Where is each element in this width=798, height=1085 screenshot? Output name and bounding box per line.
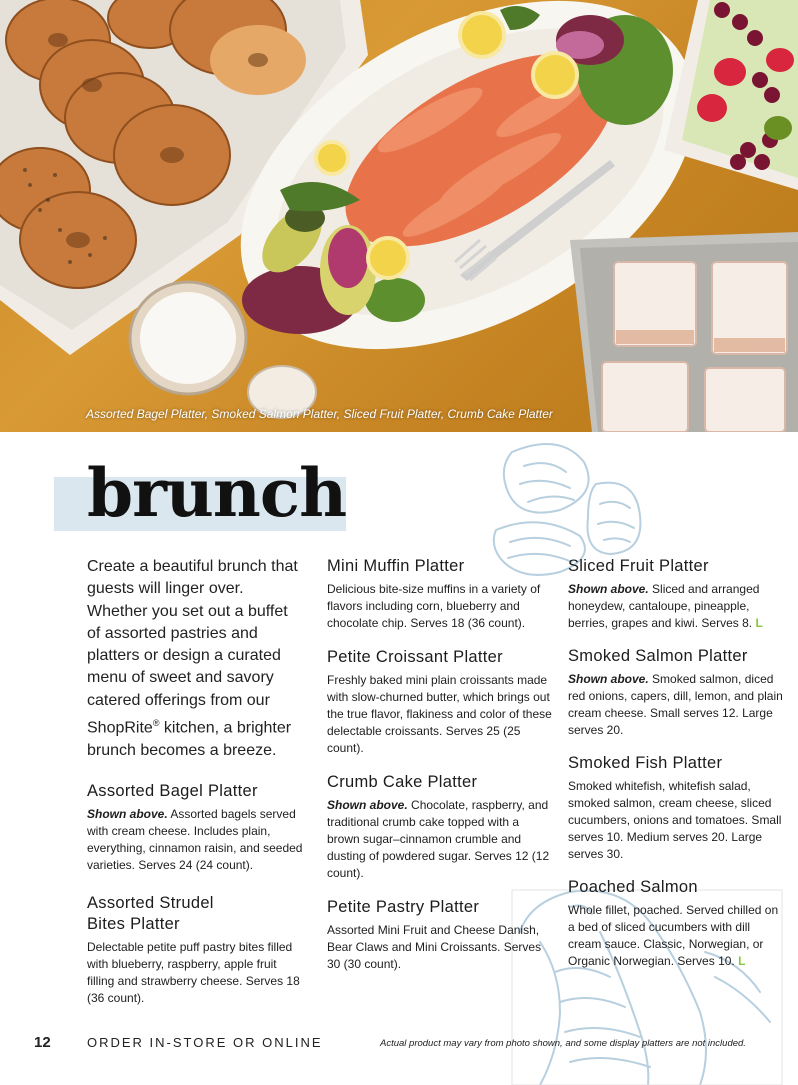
item-title-line-2: Bites Platter bbox=[87, 915, 180, 933]
shown-above-label: Shown above. bbox=[327, 798, 408, 812]
item-description bbox=[87, 806, 305, 874]
menu-item-bagel-platter bbox=[87, 781, 305, 874]
disclaimer-note: Actual product may vary from photo shown, and some display platters are not included. bbox=[380, 1038, 746, 1049]
item-title: Petite Pastry Platter bbox=[327, 898, 480, 916]
item-description-text: Whole fillet, poached. Served chilled on a bed of sliced cucumbers with dill cream sauce. Classic, Norwegian, or Organic Norwegian. Serves 10. bbox=[568, 903, 779, 968]
menu-item-pastry-platter bbox=[327, 897, 553, 973]
intro-text: Create a beautiful brunch that guests will linger over. Whether you set out a buffet of assorted pastries and platters or design a curated menu of sweet and savory catered offerings from our ShopRite bbox=[87, 558, 298, 737]
fruit-platter-image bbox=[664, 0, 798, 190]
item-description: Smoked whitefish, whitefish salad, smoked salmon, cream cheese, sliced cucumbers, onions and tomatoes. Small serves 10. Medium serves 20. Large serves 30. bbox=[568, 779, 782, 861]
menu-item-salmon-platter bbox=[568, 646, 783, 739]
photo-caption: Assorted Bagel Platter, Smoked Salmon Platter, Sliced Fruit Platter, Crumb Cake Platter bbox=[86, 407, 553, 421]
item-description bbox=[568, 671, 783, 739]
shown-above-label: Shown above. bbox=[87, 807, 168, 821]
order-in-store-online: ORDER IN-STORE OR ONLINE bbox=[87, 1035, 323, 1050]
menu-item-strudel-platter bbox=[87, 893, 305, 1007]
item-description-text: Assorted bagels served with cream cheese. Includes plain, everything, cinnamon raisin, and seeded varieties. Serves 24 (24 count). bbox=[87, 807, 303, 872]
item-description bbox=[327, 797, 553, 882]
hero-photo bbox=[0, 0, 798, 432]
intro-paragraph bbox=[87, 556, 305, 762]
item-description-text: Sliced and arranged honeydew, cantaloupe, pineapple, berries, grapes and kiwi. Serves 8. bbox=[568, 582, 760, 630]
item-title: Mini Muffin Platter bbox=[327, 557, 465, 575]
item-title: Petite Croissant Platter bbox=[327, 648, 503, 666]
shown-above-label: Shown above. bbox=[568, 582, 649, 596]
intro-text-end: kitchen, a brighter brunch becomes a breeze. bbox=[87, 719, 292, 759]
item-description-text: Smoked salmon, diced red onions, capers, dill, lemon, and plain cream cheese. Small serves 12. Large serves 20. bbox=[568, 672, 783, 737]
item-description-text: Chocolate, raspberry, and traditional crumb cake topped with a brown sugar–cinnamon crumble and dusting of powdered sugar. Serves 12 (12 count). bbox=[327, 798, 550, 880]
item-title-line-1: Assorted Strudel bbox=[87, 894, 214, 912]
item-description bbox=[568, 902, 783, 970]
item-description: Freshly baked mini plain croissants made with slow-churned butter, which brings out the true flavor, flakiness and color of these delectable croissants. Serves 25 (25 count). bbox=[327, 673, 552, 755]
menu-item-crumb-cake-platter bbox=[327, 772, 553, 882]
large-size-badge: L bbox=[755, 616, 763, 630]
item-description: Delectable petite puff pastry bites filled with blueberry, raspberry, apple fruit filling and strawberry cheese. Serves 18 (36 count). bbox=[87, 940, 300, 1005]
item-title: Smoked Salmon Platter bbox=[568, 647, 748, 665]
item-description: Delicious bite-size muffins in a variety of flavors including corn, blueberry and chocolate chip. Serves 18 (36 count). bbox=[327, 582, 541, 630]
menu-item-poached-salmon bbox=[568, 877, 783, 970]
item-title: Crumb Cake Platter bbox=[327, 773, 478, 791]
item-title: Poached Salmon bbox=[568, 878, 698, 896]
menu-item-fish-platter bbox=[568, 753, 783, 863]
column-right bbox=[568, 556, 783, 984]
item-title bbox=[87, 893, 305, 935]
shown-above-label: Shown above. bbox=[568, 672, 649, 686]
page-title: brunch bbox=[87, 454, 347, 532]
item-title: Sliced Fruit Platter bbox=[568, 557, 709, 575]
cream-cheese-bowl-image bbox=[130, 282, 246, 394]
menu-item-croissant-platter bbox=[327, 647, 553, 757]
large-size-badge: L bbox=[738, 954, 746, 968]
item-description: Assorted Mini Fruit and Cheese Danish, Bear Claws and Mini Croissants. Serves 30 (30 count). bbox=[327, 923, 542, 971]
item-title: Smoked Fish Platter bbox=[568, 754, 723, 772]
menu-item-fruit-platter bbox=[568, 556, 783, 632]
brunch-spread-illustration bbox=[0, 0, 798, 432]
page-number: 12 bbox=[34, 1034, 51, 1051]
column-left bbox=[87, 556, 305, 1026]
item-title: Assorted Bagel Platter bbox=[87, 782, 258, 800]
item-description bbox=[568, 581, 783, 632]
column-middle bbox=[327, 556, 553, 988]
menu-item-muffin-platter bbox=[327, 556, 553, 632]
crumb-cake-platter-image bbox=[570, 232, 798, 432]
registered-mark: ® bbox=[152, 718, 160, 729]
